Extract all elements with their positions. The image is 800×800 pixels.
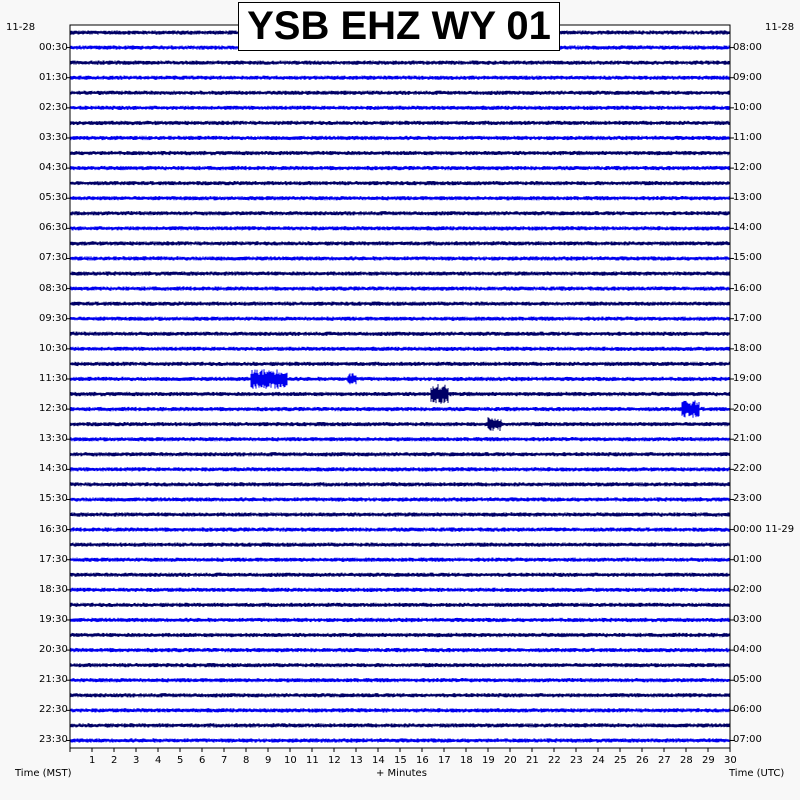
left-time-label: 15:30 <box>39 493 68 505</box>
x-tick-label: 19 <box>482 755 495 766</box>
x-axis-label: + Minutes <box>376 768 427 779</box>
left-time-label: 17:30 <box>39 553 68 565</box>
left-time-label: 08:30 <box>39 282 68 294</box>
right-time-label: 09:00 <box>733 71 762 83</box>
left-time-label: 11:30 <box>39 372 68 384</box>
right-time-label: 10:00 <box>733 101 762 113</box>
x-tick-label: 2 <box>111 755 118 766</box>
x-axis-ticks <box>70 748 730 752</box>
x-tick-label: 4 <box>155 755 162 766</box>
right-time-label: 17:00 <box>733 312 762 324</box>
right-time-label: 02:00 <box>733 583 762 595</box>
x-tick-label: 10 <box>284 755 297 766</box>
right-time-label: 13:00 <box>733 192 762 204</box>
chart-title: YSB EHZ WY 01 <box>247 4 551 48</box>
left-time-label: 00:30 <box>39 41 68 53</box>
left-axis-label: Time (MST) <box>15 768 72 779</box>
right-time-label: 21:00 <box>733 433 762 445</box>
right-time-label: 03:00 <box>733 613 762 625</box>
right-time-label: 14:00 <box>733 222 762 234</box>
x-tick-label: 13 <box>350 755 363 766</box>
left-time-label: 19:30 <box>39 613 68 625</box>
right-time-label: 23:00 <box>733 493 762 505</box>
plot-background <box>70 25 730 748</box>
left-time-label: 05:30 <box>39 192 68 204</box>
trace-line <box>70 332 730 336</box>
left-time-label: 09:30 <box>39 312 68 324</box>
left-time-label: 03:30 <box>39 131 68 143</box>
left-time-label: 22:30 <box>39 704 68 716</box>
right-time-label: 01:00 <box>733 553 762 565</box>
x-tick-label: 24 <box>592 755 605 766</box>
left-time-label: 20:30 <box>39 644 68 656</box>
x-tick-label: 25 <box>614 755 627 766</box>
left-time-label: 04:30 <box>39 162 68 174</box>
left-time-label: 06:30 <box>39 222 68 234</box>
left-time-label: 21:30 <box>39 674 68 686</box>
left-start-date: 11-28 <box>6 22 36 33</box>
x-tick-label: 30 <box>724 755 737 766</box>
right-time-label: 18:00 <box>733 342 762 354</box>
right-time-label: 22:00 <box>733 463 762 475</box>
x-tick-label: 15 <box>394 755 407 766</box>
x-tick-label: 5 <box>177 755 184 766</box>
right-time-label: 00:00 11-29 <box>733 523 795 535</box>
right-time-label: 12:00 <box>733 162 762 174</box>
x-tick-label: 29 <box>702 755 715 766</box>
chart-title-box <box>238 2 560 51</box>
right-time-label: 07:00 <box>733 734 762 746</box>
right-time-label: 19:00 <box>733 372 762 384</box>
left-time-label: 10:30 <box>39 342 68 354</box>
left-time-label: 23:30 <box>39 734 68 746</box>
left-time-label: 12:30 <box>39 403 68 415</box>
x-tick-label: 14 <box>372 755 385 766</box>
x-tick-label: 1 <box>89 755 96 766</box>
right-axis-label: Time (UTC) <box>729 768 785 779</box>
x-tick-label: 7 <box>221 755 228 766</box>
x-tick-label: 27 <box>658 755 671 766</box>
x-tick-label: 26 <box>636 755 649 766</box>
x-tick-label: 22 <box>548 755 561 766</box>
x-tick-label: 12 <box>328 755 341 766</box>
x-tick-label: 18 <box>460 755 473 766</box>
left-time-label: 07:30 <box>39 252 68 264</box>
right-time-label: 11:00 <box>733 131 762 143</box>
right-time-label: 05:00 <box>733 674 762 686</box>
x-tick-label: 11 <box>306 755 319 766</box>
right-time-label: 16:00 <box>733 282 762 294</box>
right-time-label: 04:00 <box>733 644 762 656</box>
x-tick-label: 8 <box>243 755 250 766</box>
right-time-label: 06:00 <box>733 704 762 716</box>
left-time-label: 02:30 <box>39 101 68 113</box>
left-time-label: 18:30 <box>39 583 68 595</box>
x-tick-label: 21 <box>526 755 539 766</box>
left-time-label: 13:30 <box>39 433 68 445</box>
x-tick-label: 20 <box>504 755 517 766</box>
x-tick-label: 16 <box>416 755 429 766</box>
left-time-label: 01:30 <box>39 71 68 83</box>
x-tick-label: 17 <box>438 755 451 766</box>
right-axis-ticks <box>730 48 734 741</box>
x-tick-label: 23 <box>570 755 583 766</box>
left-time-label: 16:30 <box>39 523 68 535</box>
x-tick-label: 28 <box>680 755 693 766</box>
x-tick-label: 3 <box>133 755 140 766</box>
right-time-label: 20:00 <box>733 403 762 415</box>
right-start-date: 11-28 <box>765 22 795 33</box>
x-tick-label: 9 <box>265 755 272 766</box>
x-tick-label: 6 <box>199 755 206 766</box>
left-axis-ticks <box>66 48 70 741</box>
left-time-label: 14:30 <box>39 463 68 475</box>
right-time-label: 08:00 <box>733 41 762 53</box>
right-time-label: 15:00 <box>733 252 762 264</box>
